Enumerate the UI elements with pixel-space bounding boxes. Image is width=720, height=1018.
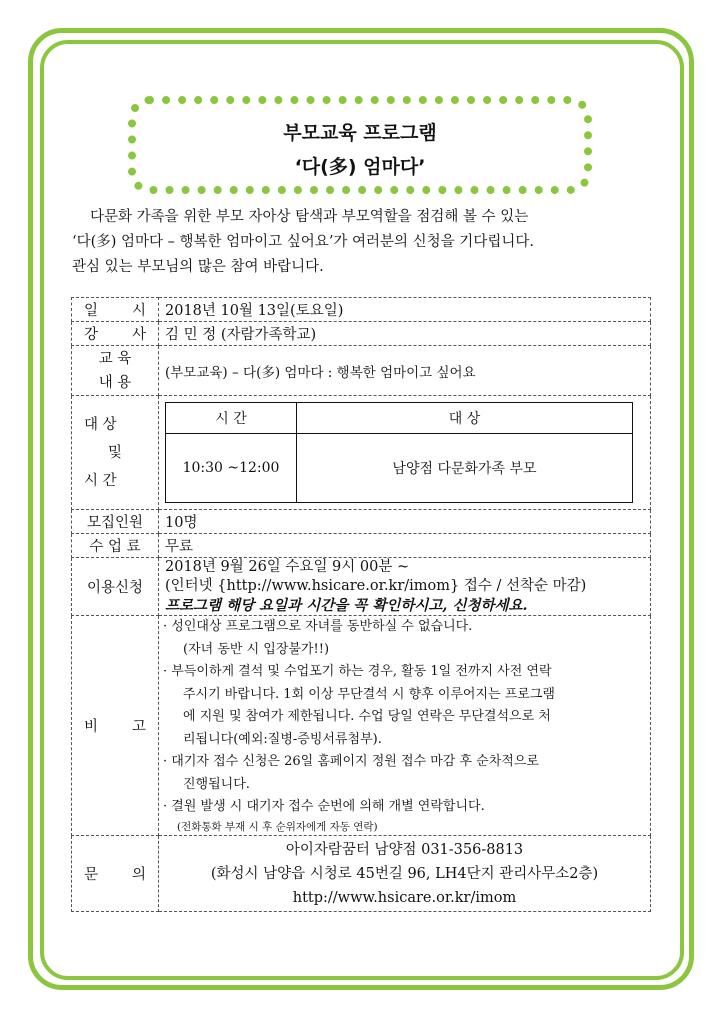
header-notes: 비 고 [72, 616, 159, 836]
header-date: 일 시 [72, 298, 159, 322]
title-line-2: ‘다(多) 엄마다’ [294, 156, 426, 178]
value-apply: 2018년 9월 26일 수요일 9시 00분 ~ (인터넷 {http://www.hsicare.or.kr/imom} 접수 / 선착순 마감) 프로그램 해당 요일과 시간을 꼭 확인하시고, 신청하세요. [159, 558, 651, 616]
value-fee: 무료 [159, 534, 651, 558]
header-target: 대 상 및 시 간 [72, 396, 159, 510]
title-line-1: 부모교육 프로그램 [283, 122, 437, 144]
row-capacity [72, 510, 651, 534]
schedule-table [165, 402, 633, 503]
intro-line-1: 다문화 가족을 위한 부모 자아상 탐색과 부모역할을 점검해 볼 수 있는 [90, 209, 529, 225]
header-capacity: 모집인원 [72, 510, 159, 534]
schedule-col-time: 시 간 [166, 403, 297, 434]
value-notes: · 성인대상 프로그램으로 자녀를 동반하실 수 없습니다. (자녀 동반 시 입장불가!!) · 부득이하게 결석 및 수업포기 하는 경우, 활동 1일 전까지 사전 연락 주시기 바랍니다. 1회 이상 무단결석 시 향후 이루어지는 프로그램 에 지원 및 참여가 제한됩니다. 수업 당일 연락은 무단결석으로 처 리됩니다(예외:질병-증빙서류첨부). · 대기자 접수 신청은 26일 홈페이지 정원 접수 마감 후 순차적으로 진행됩니다. · 결원 발생 시 대기자 접수 순번에 의해 개별 연락합니다. (전화통화 부재 시 후 순위자에게 자동 연락) [159, 616, 651, 836]
row-notes [72, 616, 651, 836]
value-content: (부모교육) – 다(多) 엄마다 : 행복한 엄마이고 싶어요 [159, 346, 651, 396]
header-fee: 수 업 료 [72, 534, 159, 558]
header-content: 교 육 내 용 [72, 346, 159, 396]
value-lecturer: 김 민 정 (자람가족학교) [159, 322, 651, 346]
intro-paragraph [72, 205, 652, 280]
value-target [159, 396, 651, 510]
header-lecturer: 강 사 [72, 322, 159, 346]
value-contact: 아이자람꿈터 남양점 031-356-8813 (화성시 남양읍 시청로 45번길 96, LH4단지 관리사무소2층) http://www.hsicare.or.kr/imom [159, 836, 651, 912]
header-contact: 문 의 [72, 836, 159, 912]
row-fee [72, 534, 651, 558]
intro-line-2: ‘다(多) 엄마다 – 행복한 엄마이고 싶어요’가 여러분의 신청을 기다립니다. [72, 234, 534, 250]
row-target [72, 396, 651, 510]
row-date [72, 298, 651, 322]
intro-line-3: 관심 있는 부모님의 많은 참여 바랍니다. [72, 259, 324, 275]
row-content [72, 346, 651, 396]
schedule-header-row [166, 403, 633, 434]
title-dotted-box [128, 96, 592, 194]
value-capacity: 10명 [159, 510, 651, 534]
header-apply: 이용신청 [72, 558, 159, 616]
row-apply [72, 558, 651, 616]
schedule-row [166, 434, 633, 503]
schedule-group: 남양점 다문화가족 부모 [297, 434, 633, 503]
schedule-time: 10:30 ~12:00 [166, 434, 297, 503]
row-contact [72, 836, 651, 912]
schedule-col-target: 대 상 [297, 403, 633, 434]
value-date: 2018년 10월 13일(토요일) [159, 298, 651, 322]
row-lecturer [72, 322, 651, 346]
contact-url-link[interactable]: http://www.hsicare.or.kr/imom [292, 889, 517, 906]
info-table [71, 297, 651, 912]
